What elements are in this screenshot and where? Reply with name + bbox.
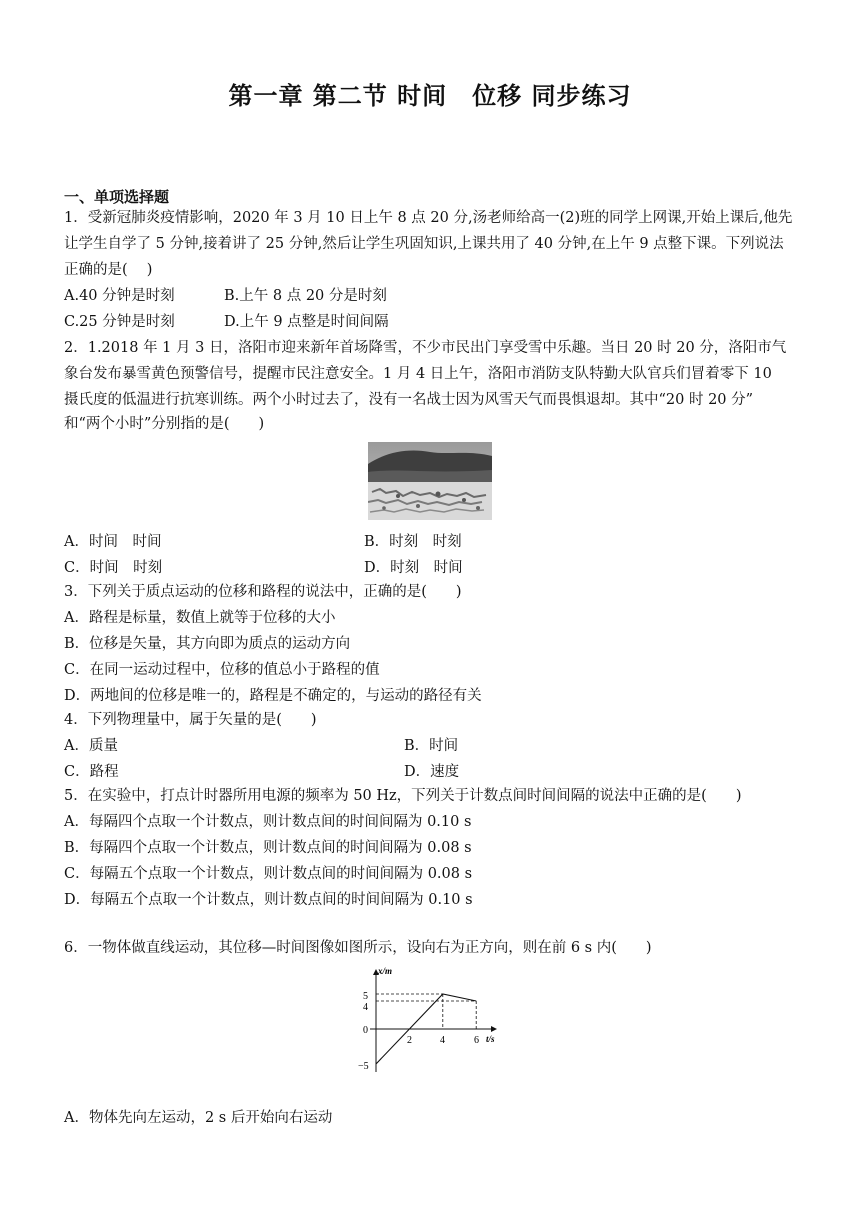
q4-option-b: B．时间	[404, 738, 459, 754]
section-heading: 一、单项选择题	[64, 188, 170, 206]
graph-y-tick-5: 5	[363, 991, 368, 1002]
q1-option-c: C.25 分钟是时刻	[64, 314, 175, 330]
q1-option-a: A.40 分钟是时刻	[64, 288, 175, 304]
graph-x-tick-2: 2	[407, 1035, 412, 1046]
q5-option-a: A．每隔四个点取一个计数点，则计数点间的时间间隔为 0.10 s	[64, 814, 472, 830]
snow-landscape-photo	[368, 442, 492, 520]
q3-option-d: D．两地间的位移是唯一的，路程是不确定的，与运动的路径有关	[64, 688, 482, 704]
q1-line-2: 让学生自学了 5 分钟,接着讲了 25 分钟,然后让学生巩固知识,上课共用了 40 分钟,在上午 9 点整下课。下列说法	[64, 236, 784, 252]
graph-x-tick-6: 6	[474, 1035, 479, 1046]
q1-line-3: 正确的是( )	[64, 262, 153, 278]
q2-line-1: 2．1.2018 年 1 月 3 日，洛阳市迎来新年首场降雪，不少市民出门享受雪中乐趣。当日 20 时 20 分，洛阳市气	[64, 340, 787, 356]
q5-option-c: C．每隔五个点取一个计数点，则计数点间的时间间隔为 0.08 s	[64, 866, 473, 882]
q3-option-b: B．位移是矢量，其方向即为质点的运动方向	[64, 636, 351, 652]
position-time-graph	[348, 962, 508, 1076]
graph-y-tick-0: 0	[363, 1025, 368, 1036]
q2-option-c: C．时间 时刻	[64, 560, 163, 576]
q4-option-c: C．路程	[64, 764, 119, 780]
graph-y-tick-4: 4	[363, 1002, 368, 1013]
q3-option-c: C．在同一运动过程中，位移的值总小于路程的值	[64, 662, 380, 678]
q4-line-1: 4．下列物理量中，属于矢量的是( )	[64, 712, 317, 728]
q5-line-1: 5．在实验中，打点计时器所用电源的频率为 50 Hz，下列关于计数点间时间间隔的说法中正确的是( )	[64, 788, 742, 804]
q4-option-a: A．质量	[64, 738, 118, 754]
q6-line-1: 6．一物体做直线运动，其位移—时间图像如图所示，设向右为正方向，则在前 6 s 内( )	[64, 940, 652, 956]
q1-option-b: B.上午 8 点 20 分是时刻	[224, 288, 387, 304]
q5-option-b: B．每隔四个点取一个计数点，则计数点间的时间间隔为 0.08 s	[64, 840, 472, 856]
graph-x-label: t/s	[486, 1034, 495, 1044]
q4-option-d: D．速度	[404, 764, 460, 780]
q2-line-2: 象台发布暴雪黄色预警信号，提醒市民注意安全。1 月 4 日上午，洛阳市消防支队特勤大队官兵们冒着零下 10	[64, 366, 772, 382]
graph-x-tick-4: 4	[440, 1035, 445, 1046]
q1-option-d: D.上午 9 点整是时间间隔	[224, 314, 389, 330]
q3-option-a: A．路程是标量，数值上就等于位移的大小	[64, 610, 336, 626]
graph-y-tick-neg5: −5	[358, 1061, 369, 1072]
q2-option-b: B．时刻 时刻	[364, 534, 462, 550]
q2-option-d: D．时刻 时间	[364, 560, 463, 576]
q6-option-a: A．物体先向左运动，2 s 后开始向右运动	[64, 1110, 333, 1126]
q5-option-d: D．每隔五个点取一个计数点，则计数点间的时间间隔为 0.10 s	[64, 892, 473, 908]
q2-line-4: 和“两个小时”分别指的是( )	[64, 416, 265, 432]
q1-line-1: 1．受新冠肺炎疫情影响，2020 年 3 月 10 日上午 8 点 20 分,汤老师给高一(2)班的同学上网课,开始上课后,他先	[64, 210, 793, 226]
q3-line-1: 3．下列关于质点运动的位移和路程的说法中，正确的是( )	[64, 584, 462, 600]
q2-line-3: 摄氏度的低温进行抗寒训练。两个小时过去了，没有一名战士因为风雪天气而畏惧退却。其中“20 时 20 分”	[64, 392, 754, 408]
graph-y-label: x/m	[378, 966, 393, 976]
page-title: 第一章 第二节 时间 位移 同步练习	[228, 81, 632, 110]
q2-option-a: A．时间 时间	[64, 534, 162, 550]
